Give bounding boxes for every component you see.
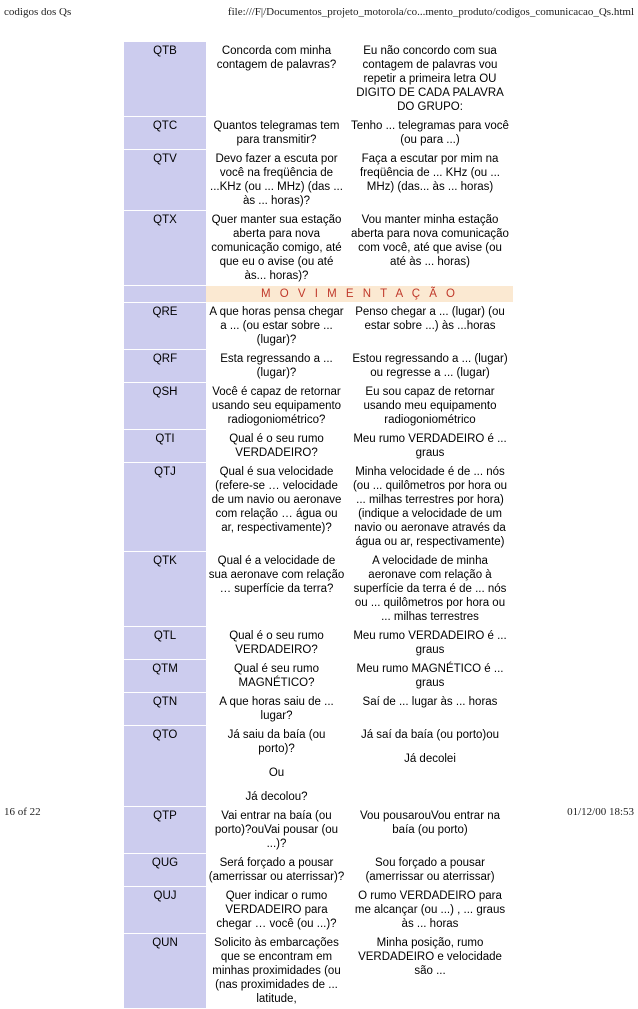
table-row — [124, 726, 513, 807]
table-row — [124, 660, 513, 693]
question-cell: Solicito às embarcações que se encontram em minhas proximidades (ou (nas proximidades de ... latitude, — [206, 934, 347, 1009]
code-cell: QTI — [124, 430, 206, 463]
table-row — [124, 552, 513, 627]
answer-cell: A velocidade de minha aeronave com relação à superfície da terra é de ... nós ou ... quilômetros por hora ou ... milhas terrestres — [347, 552, 513, 627]
code-cell: QRF — [124, 350, 206, 383]
answer-cell: Meu rumo VERDADEIRO é ... graus — [347, 430, 513, 463]
question-cell: Qual é seu rumo MAGNÉTICO? — [206, 660, 347, 693]
table-row — [124, 383, 513, 430]
table-row — [124, 430, 513, 463]
browser-print-header-url: file:///F|/Documentos_projeto_motorola/co...mento_produto/codigos_comunicacao_Qs.html — [227, 6, 634, 18]
question-cell: Qual é sua velocidade (refere-se … velocidade de um navio ou aeronave com relação … água ou ar, respectivamente)? — [206, 463, 347, 552]
code-cell: QTN — [124, 693, 206, 726]
code-cell: QTO — [124, 726, 206, 807]
section-title: M O V I M E N T A Ç Ã O — [206, 286, 513, 303]
code-cell: QTM — [124, 660, 206, 693]
answer-cell: Minha velocidade é de ... nós (ou ... quilômetros por hora ou ... milhas terrestres por hora) (indique a velocidade de um navio ou aeronave através da água ou ar, respectivamente) — [347, 463, 513, 552]
table-row — [124, 807, 513, 854]
question-line: Já decolou? — [245, 791, 308, 803]
table-row — [124, 117, 513, 150]
code-cell: QUN — [124, 934, 206, 1009]
question-cell: Será forçado a pousar (amerrissar ou aterrissar)? — [206, 854, 347, 887]
question-cell: A que horas saiu de ... lugar? — [206, 693, 347, 726]
code-cell: QTL — [124, 627, 206, 660]
table-row — [124, 350, 513, 383]
spacer — [208, 780, 345, 790]
code-cell: QTX — [124, 211, 206, 286]
question-line: Ou — [268, 767, 285, 779]
question-cell: Vai entrar na baía (ou porto)?ouVai pousar (ou ...)? — [206, 807, 347, 854]
table-row — [124, 887, 513, 934]
answer-cell: Minha posição, rumo VERDADEIRO e velocidade são ... — [347, 934, 513, 1009]
browser-print-header-title: codigos dos Qs — [4, 6, 72, 18]
answer-cell: Eu não concordo com sua contagem de palavras vou repetir a primeira letra OU DIGITO DE CADA PALAVRA DO GRUPO: — [347, 42, 513, 117]
code-cell: QUJ — [124, 887, 206, 934]
answer-cell: Meu rumo MAGNÉTICO é ... graus — [347, 660, 513, 693]
print-timestamp: 01/12/00 18:53 — [567, 806, 634, 818]
answer-cell: Saí de ... lugar às ... horas — [347, 693, 513, 726]
table-row — [124, 42, 513, 117]
question-cell: Devo fazer a escuta por você na freqüência de ...KHz (ou ... MHz) (das ... às ... horas)? — [206, 150, 347, 211]
question-cell: Quer manter sua estação aberta para nova comunicação comigo, até que eu o avise (ou até às... horas)? — [206, 211, 347, 286]
table-row — [124, 463, 513, 552]
question-cell: Qual é o seu rumo VERDADEIRO? — [206, 627, 347, 660]
table-row — [124, 934, 513, 1009]
code-cell: QUG — [124, 854, 206, 887]
section-code-cell — [124, 286, 206, 303]
question-cell: Esta regressando a ... (lugar)? — [206, 350, 347, 383]
answer-cell: Sou forçado a pousar (amerrissar ou aterrissar) — [347, 854, 513, 887]
table-row — [124, 627, 513, 660]
answer-cell: Tenho ... telegramas para você (ou para ...) — [347, 117, 513, 150]
code-cell: QSH — [124, 383, 206, 430]
question-cell: Quer indicar o rumo VERDADEIRO para chegar … você (ou ...)? — [206, 887, 347, 934]
question-cell — [206, 726, 347, 807]
answer-cell: Penso chegar a ... (lugar) (ou estar sobre ...) às ...horas — [347, 303, 513, 350]
code-cell: QTB — [124, 42, 206, 117]
code-cell: QTK — [124, 552, 206, 627]
spacer — [208, 756, 345, 766]
table-row — [124, 693, 513, 726]
question-cell: A que horas pensa chegar a ... (ou estar sobre ... (lugar)? — [206, 303, 347, 350]
answer-cell: O rumo VERDADEIRO para me alcançar (ou ...) , ... graus às ... horas — [347, 887, 513, 934]
table-row — [124, 150, 513, 211]
question-line: Já saiu da baía (ou porto)? — [227, 729, 326, 755]
code-cell: QTV — [124, 150, 206, 211]
answer-cell: Vou pousarouVou entrar na baía (ou porto) — [347, 807, 513, 854]
answer-cell: Meu rumo VERDADEIRO é ... graus — [347, 627, 513, 660]
table-row — [124, 854, 513, 887]
code-cell: QRE — [124, 303, 206, 350]
spacer — [349, 742, 511, 752]
answer-line: Já decolei — [404, 753, 456, 765]
question-cell: Qual é o seu rumo VERDADEIRO? — [206, 430, 347, 463]
section-header-row — [124, 286, 513, 303]
answer-cell: Eu sou capaz de retornar usando meu equipamento radiogoniométrico — [347, 383, 513, 430]
table-row — [124, 211, 513, 286]
question-cell: Quantos telegramas tem para transmitir? — [206, 117, 347, 150]
answer-cell: Estou regressando a ... (lugar) ou regresse a ... (lugar) — [347, 350, 513, 383]
question-cell: Concorda com minha contagem de palavras? — [206, 42, 347, 117]
answer-cell: Faça a escutar por mim na freqüência de ... KHz (ou ... MHz) (das... às ... horas) — [347, 150, 513, 211]
code-cell: QTP — [124, 807, 206, 854]
code-cell: QTC — [124, 117, 206, 150]
table-row — [124, 303, 513, 350]
answer-line: Já saí da baía (ou porto)ou — [360, 729, 500, 741]
answer-cell — [347, 726, 513, 807]
question-cell: Você é capaz de retornar usando seu equipamento radiogoniométrico? — [206, 383, 347, 430]
page-number: 16 of 22 — [4, 806, 41, 818]
q-codes-table — [124, 42, 513, 1009]
question-cell: Qual é a velocidade de sua aeronave com relação … superfície da terra? — [206, 552, 347, 627]
answer-cell: Vou manter minha estação aberta para nova comunicação com você, até que avise (ou até às ... horas) — [347, 211, 513, 286]
code-cell: QTJ — [124, 463, 206, 552]
